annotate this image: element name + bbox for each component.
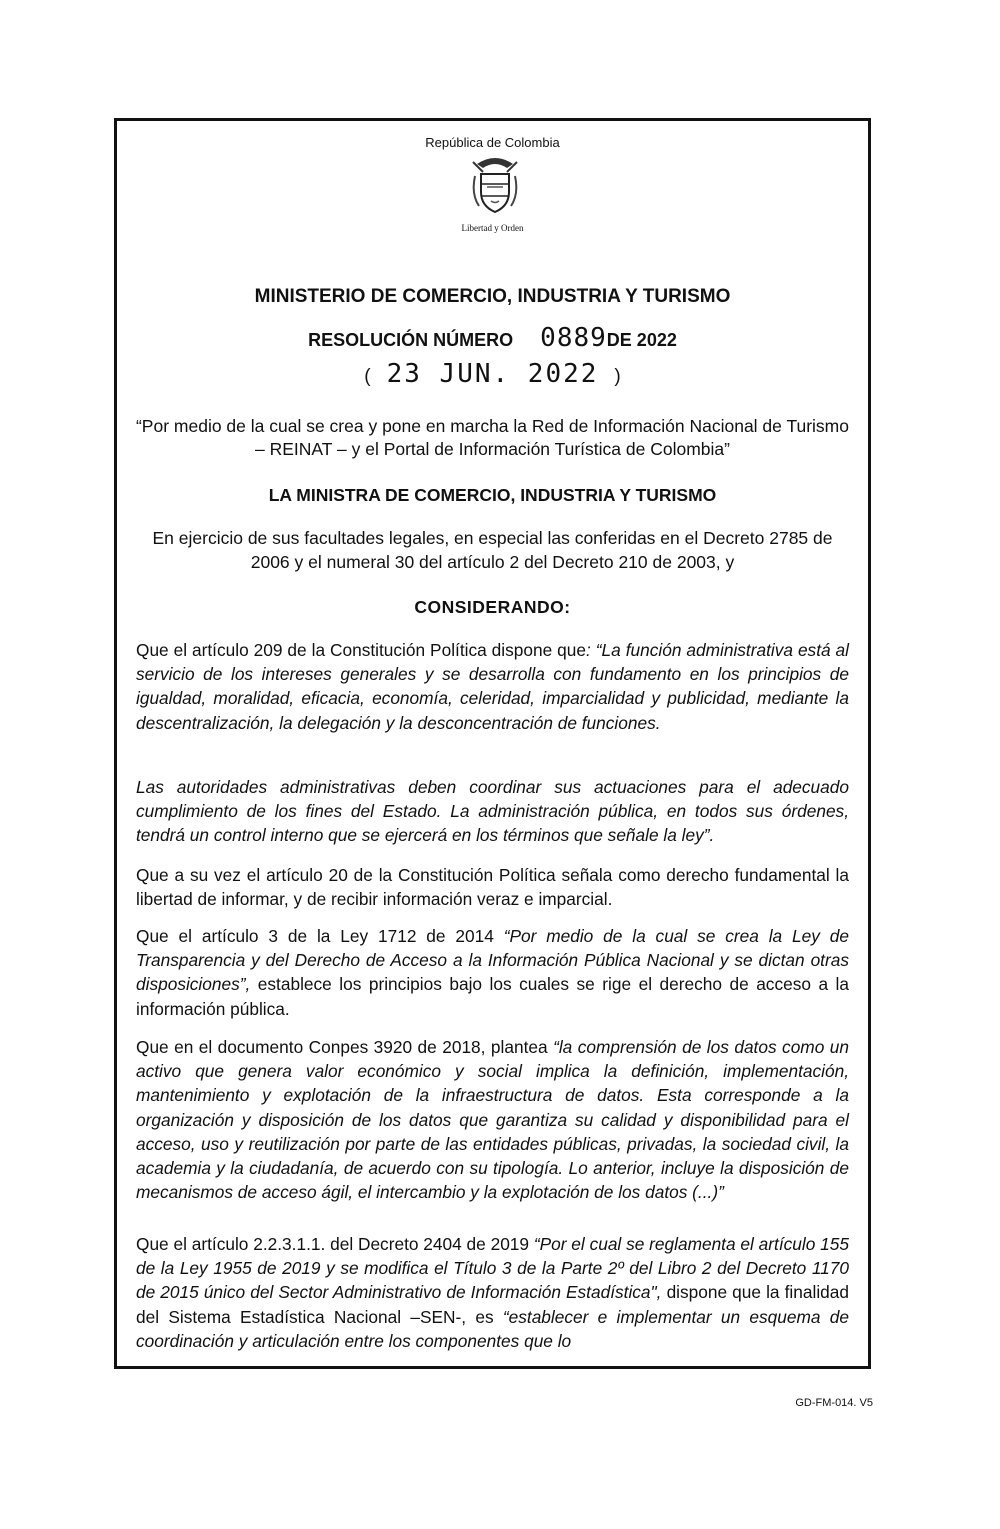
p6-plain-a: Que el artículo 2.2.3.1.1. del Decreto 2404 de 2019 <box>136 1234 534 1254</box>
p1-quote: : “La función administrativa está al servicio de los intereses generales y se desarrolla con fundamento en los principios de igualdad, moralidad, eficacia, economía, celeridad, imparcialidad y publicidad, mediante la descentralización, la delegación y la desconcentración de funciones. <box>136 640 850 733</box>
ministry-title: MINISTERIO DE COMERCIO, INDUSTRIA Y TURISMO <box>254 286 731 307</box>
p6-quote-a: “Por el cual se reglamenta el artículo 155 de la Ley 1955 de 2019 y se modifica el Título 3 de la Parte 2º del Libro 2 del Decreto 1170 de 2015 único del Sector Administrativo de Información Estadística", <box>136 1234 849 1303</box>
country-header: República de Colombia <box>425 135 560 150</box>
p4-quote: “Por medio de la cual se crea la Ley de Transparencia y del Derecho de Acceso a la Información Pública Nacional y se dictan otras disposiciones”, <box>136 926 849 995</box>
p5-plain: Que en el documento Conpes 3920 de 2018, plantea <box>136 1037 554 1057</box>
paragraph-2 <box>136 775 849 848</box>
resolution-subject: “Por medio de la cual se crea y pone en marcha la Red de Información Nacional de Turismo – REINAT – y el Portal de Información Turística de Colombia” <box>135 416 849 459</box>
paragraph-6 <box>136 1232 849 1353</box>
form-code: GD-FM-014. V5 <box>795 1397 873 1409</box>
paragraph-1 <box>136 638 849 735</box>
resolution-year: DE 2022 <box>606 330 677 350</box>
paragraph-5 <box>136 1035 849 1204</box>
p1-plain: Que el artículo 209 de la Constitución Política dispone que <box>136 640 587 660</box>
date-open-paren: ( <box>364 366 371 387</box>
p4-plain-b: establece los principios bajo los cuales se rige el derecho de acceso a la información pública. <box>136 974 849 1019</box>
p3-plain: Que a su vez el artículo 20 de la Constitución Política señala como derecho fundamental la libertad de informar, y de recibir información veraz e imparcial. <box>136 865 849 910</box>
p6-quote-b: “establecer e implementar un esquema de coordinación y articulación entre los componentes que lo <box>136 1306 849 1351</box>
issuer-heading: LA MINISTRA DE COMERCIO, INDUSTRIA Y TURISMO <box>268 485 717 505</box>
p6-plain-b: dispone que la finalidad del Sistema Estadística Nacional –SEN-, es <box>136 1282 849 1327</box>
considering-heading: CONSIDERANDO: <box>414 597 571 617</box>
paragraph-3 <box>136 863 849 911</box>
motto-text: Libertad y Orden <box>461 223 524 233</box>
resolution-line <box>117 323 868 353</box>
resolution-date <box>117 359 868 389</box>
date-close-paren: ) <box>614 366 621 387</box>
resolution-label: RESOLUCIÓN NÚMERO <box>308 330 514 350</box>
p5-quote: “la comprensión de los datos como un activo que genera valor económico y social implica la definición, implementación, mantenimiento y explotación de la infraestructura de datos. Esta corresponde a la organización y disposición de los datos que garantiza su calidad y disponibilidad para el acceso, uso y reutilización por parte de las entidades públicas, privadas, la sociedad civil, la academia y la ciudadanía, de acuerdo con su tipología. Lo anterior, incluye la disposición de mecanismos de acceso ágil, el intercambio y la explotación de los datos (...)” <box>136 1037 849 1203</box>
coat-of-arms-seal <box>467 154 523 220</box>
document-frame <box>114 118 871 1369</box>
p4-plain-a: Que el artículo 3 de la Ley 1712 de 2014 <box>136 926 504 946</box>
date-stamp: 23 JUN. 2022 <box>386 359 599 389</box>
resolution-number: 0889 <box>540 323 607 353</box>
legal-powers: En ejercicio de sus facultades legales, en especial las conferidas en el Decreto 2785 de 2006 y el numeral 30 del artículo 2 del Decreto 210 de 2003, y <box>152 528 833 572</box>
p2-quote: Las autoridades administrativas deben coordinar sus actuaciones para el adecuado cumplimiento de los fines del Estado. La administración pública, en todos sus órdenes, tendrá un control interno que se ejercerá en los términos que señale la ley”. <box>136 777 849 846</box>
paragraph-4 <box>136 924 849 1021</box>
